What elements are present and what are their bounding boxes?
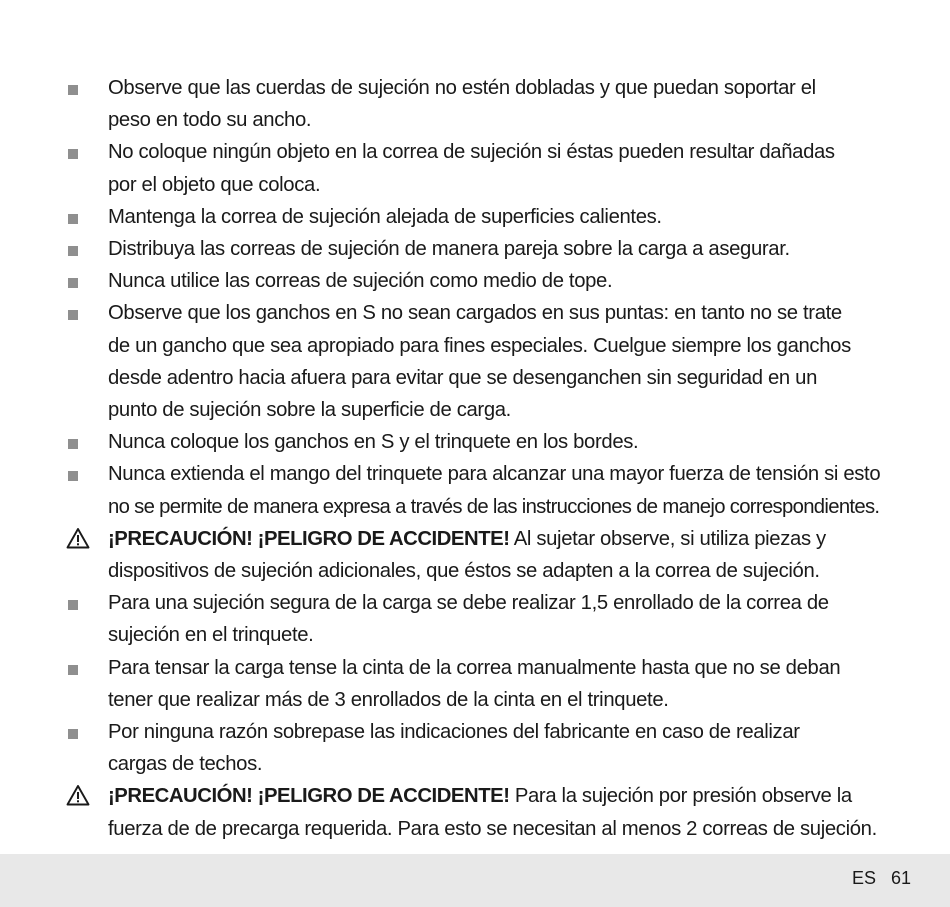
item-text-line: peso en todo su ancho. [108,109,312,132]
list-item [66,201,884,233]
list-item [66,233,884,265]
square-bullet-icon [68,600,78,610]
list-item [66,652,884,716]
item-text-line: Nunca coloque los ganchos en S y el trinquete en los bordes. [108,431,639,454]
item-text-line: Para una sujeción segura de la carga se debe realizar 1,5 enrollado de la correa de [108,592,829,615]
warning-text: Al sujetar observe, si utiliza piezas y [509,527,826,550]
item-text-line: por el objeto que coloca. [108,173,321,196]
list-item [66,587,884,651]
square-bullet-icon [68,439,78,449]
item-text-line: desde adentro hacia afuera para evitar que se desenganchen sin seguridad en un [108,366,817,389]
item-text-line: dispositivos de sujeción adicionales, que éstos se adapten a la correa de sujeción. [108,560,820,583]
square-bullet-icon [68,149,78,159]
item-text-line: Nunca extienda el mango del trinquete para alcanzar una mayor fuerza de tensión si esto [108,463,881,486]
warning-first-line [108,523,884,555]
warning-item [66,780,884,844]
page-number: 61 [891,868,912,888]
list-item [66,426,884,458]
item-text-line: fuerza de de precarga requerida. Para esto se necesitan al menos 2 correas de sujeción. [108,817,877,840]
warning-heading: ¡PRECAUCIÓN! ¡PELIGRO DE ACCIDENTE! [108,527,510,550]
square-bullet-icon [68,246,78,256]
warning-first-line [108,780,884,812]
warning-triangle-icon [66,784,90,806]
square-bullet-icon [68,214,78,224]
square-bullet-icon [68,310,78,320]
list-item [66,72,884,136]
item-text-line: Nunca utilice las correas de sujeción como medio de tope. [108,270,613,293]
list-item [66,458,884,522]
warning-text: Para la sujeción por presión observe la [509,785,852,808]
language-code: ES [852,868,877,888]
list-item [66,265,884,297]
item-text-line: Distribuya las correas de sujeción de manera pareja sobre la carga a asegurar. [108,238,790,261]
square-bullet-icon [68,471,78,481]
list-item [66,716,884,780]
item-text-line: Observe que los ganchos en S no sean cargados en sus puntas: en tanto no se trate [108,302,842,325]
item-text-line: sujeción en el trinquete. [108,624,314,647]
item-text-line: tener que realizar más de 3 enrollados de la cinta en el trinquete. [108,688,669,711]
square-bullet-icon [68,729,78,739]
list-item [66,297,884,426]
warning-triangle-icon [66,527,90,549]
item-text-line: Para tensar la carga tense la cinta de la correa manualmente hasta que no se deban [108,656,841,679]
item-text-line: Por ninguna razón sobrepase las indicaciones del fabricante en caso de realizar [108,721,800,744]
item-text-line: punto de sujeción sobre la superficie de carga. [108,399,511,422]
item-text-line: Mantenga la correa de sujeción alejada de superficies calientes. [108,205,662,228]
item-text-line: de un gancho que sea apropiado para fines especiales. Cuelgue siempre los ganchos [108,334,851,357]
square-bullet-icon [68,85,78,95]
item-text-line: Observe que las cuerdas de sujeción no estén dobladas y que puedan soportar el [108,77,816,99]
list-item [66,136,884,200]
instruction-list [66,72,884,845]
item-text-line: no se permite de manera expresa a través de las instrucciones de manejo correspondientes. [108,495,880,518]
item-text-line: cargas de techos. [108,753,263,776]
warning-item [66,523,884,587]
warning-heading: ¡PRECAUCIÓN! ¡PELIGRO DE ACCIDENTE! [108,785,510,808]
square-bullet-icon [68,665,78,675]
page-footer [0,854,950,907]
square-bullet-icon [68,278,78,288]
item-text-line: No coloque ningún objeto en la correa de sujeción si éstas pueden resultar dañadas [108,141,835,164]
